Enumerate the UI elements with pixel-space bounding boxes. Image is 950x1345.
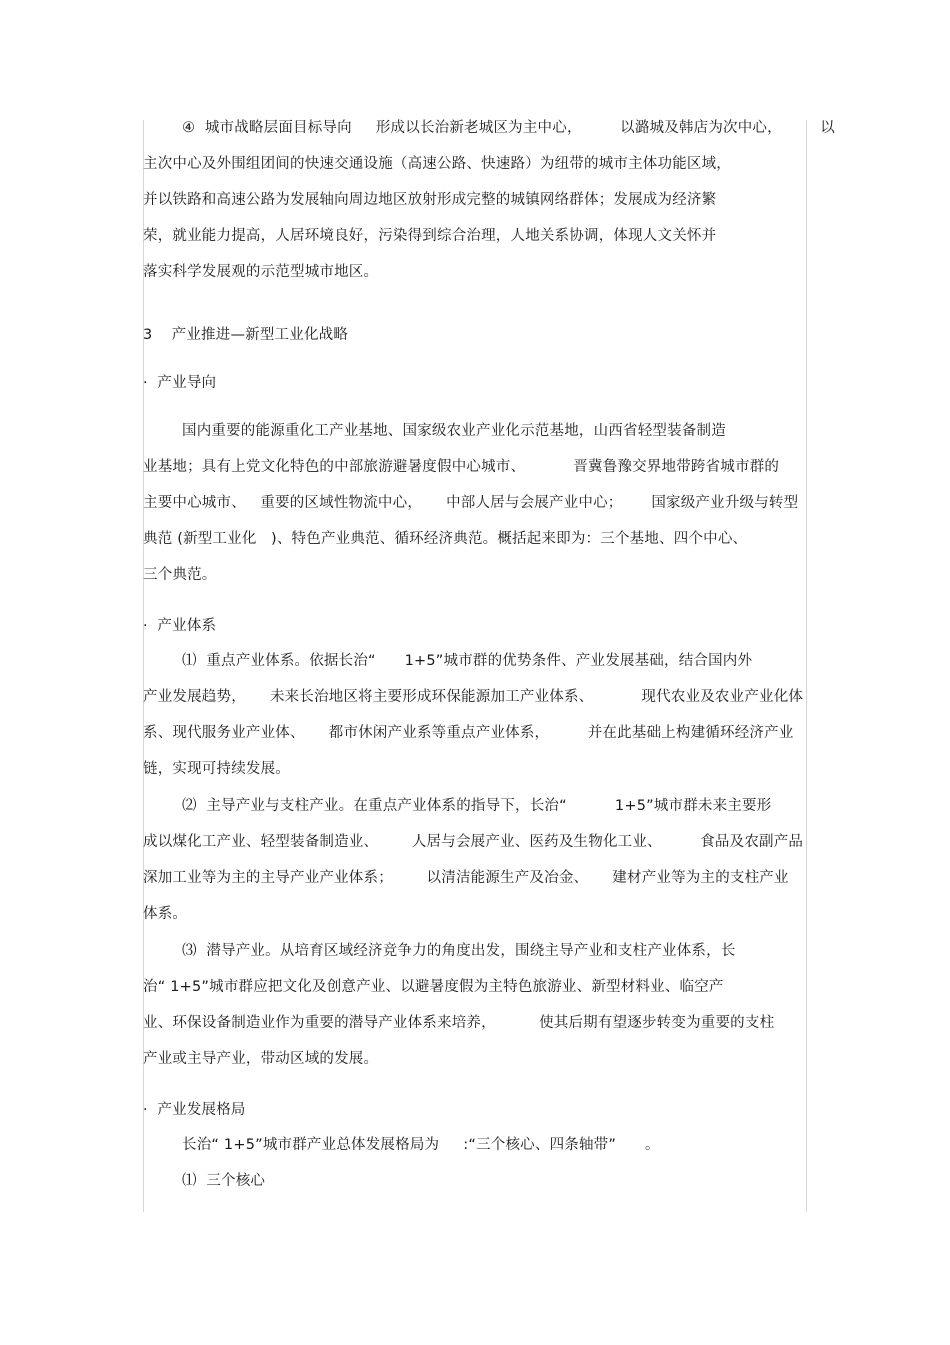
text-line: 国内重要的能源重化工产业基地、国家级农业产业化示范基地，山西省轻型装备制造 bbox=[182, 423, 726, 439]
subsection-heading: · 产业体系 bbox=[143, 618, 217, 634]
section-heading: 3 产业推进—新型工业化战略 bbox=[143, 327, 349, 343]
text-line: ④ 城市战略层面目标导向 形成以长治新老城区为主中心， 以潞城及韩店为次中心， 以 bbox=[182, 120, 836, 136]
page-left-border bbox=[143, 120, 144, 1212]
text-line: 链，实现可持续发展。 bbox=[143, 761, 290, 777]
text-line: 成以煤化工产业、轻型装备制造业、 人居与会展产业、医药及生物化工业、 食品及农副产品 bbox=[143, 834, 804, 850]
text-line: 主要中心城市、 重要的区域性物流中心， 中部人居与会展产业中心； 国家级产业升级与转型 bbox=[143, 495, 799, 511]
text-line: 典范 (新型工业化 )、特色产业典范、循环经济典范。概括起来即为：三个基地、四个中心、 bbox=[143, 531, 748, 547]
text-line: 产业或主导产业，带动区域的发展。 bbox=[143, 1051, 379, 1067]
text-line: 系、现代服务业产业体、 都市休闲产业系等重点产业体系， 并在此基础上构建循环经济产业 bbox=[143, 725, 794, 741]
text-line: 产业发展趋势， 未来长治地区将主要形成环保能源加工产业体系、 现代农业及农业产业化体 bbox=[143, 689, 804, 705]
page-right-border bbox=[806, 120, 807, 1212]
text-line: 三个典范。 bbox=[143, 567, 217, 583]
text-line: ⑶ 潜导产业。从培育区域经济竞争力的角度出发，围绕主导产业和支柱产业体系，长 bbox=[182, 943, 736, 959]
text-line: 荣，就业能力提高，人居环境良好，污染得到综合治理，人地关系协调，体现人文关怀并 bbox=[143, 228, 717, 244]
subsection-heading: · 产业导向 bbox=[143, 375, 217, 391]
text-line: 长治“ 1+5”城市群产业总体发展格局为 :“三个核心、四条轴带” 。 bbox=[182, 1137, 660, 1153]
text-line: ⑴ 重点产业体系。依据长治“ 1+5”城市群的优势条件、产业发展基础，结合国内外 bbox=[182, 653, 753, 669]
text-line: 业基地；具有上党文化特色的中部旅游避暑度假中心城市、 晋冀鲁豫交界地带跨省城市群的 bbox=[143, 459, 780, 475]
text-line: ⑵ 主导产业与支柱产业。在重点产业体系的指导下，长治“ 1+5”城市群未来主要形 bbox=[182, 798, 772, 814]
subsection-heading: · 产业发展格局 bbox=[143, 1102, 246, 1118]
text-line: 体系。 bbox=[143, 906, 188, 922]
text-line: 主次中心及外围组团间的快速交通设施（高速公路、快速路）为纽带的城市主体功能区域， bbox=[143, 156, 731, 172]
text-line: ⑴ 三个核心 bbox=[182, 1173, 266, 1189]
text-line: 治“ 1+5”城市群应把文化及创意产业、以避暑度假为主特色旅游业、新型材料业、临空产 bbox=[143, 979, 724, 995]
text-line: 并以铁路和高速公路为发展轴向周边地区放射形成完整的城镇网络群体；发展成为经济繁 bbox=[143, 192, 717, 208]
text-line: 业、环保设备制造业作为重要的潜导产业体系来培养， 使其后期有望逐步转变为重要的支柱 bbox=[143, 1015, 775, 1031]
text-line: 落实科学发展观的示范型城市地区。 bbox=[143, 264, 379, 280]
text-line: 深加工业等为主的主导产业产业体系； 以清洁能源生产及冶金、 建材产业等为主的支柱产业 bbox=[143, 870, 789, 886]
